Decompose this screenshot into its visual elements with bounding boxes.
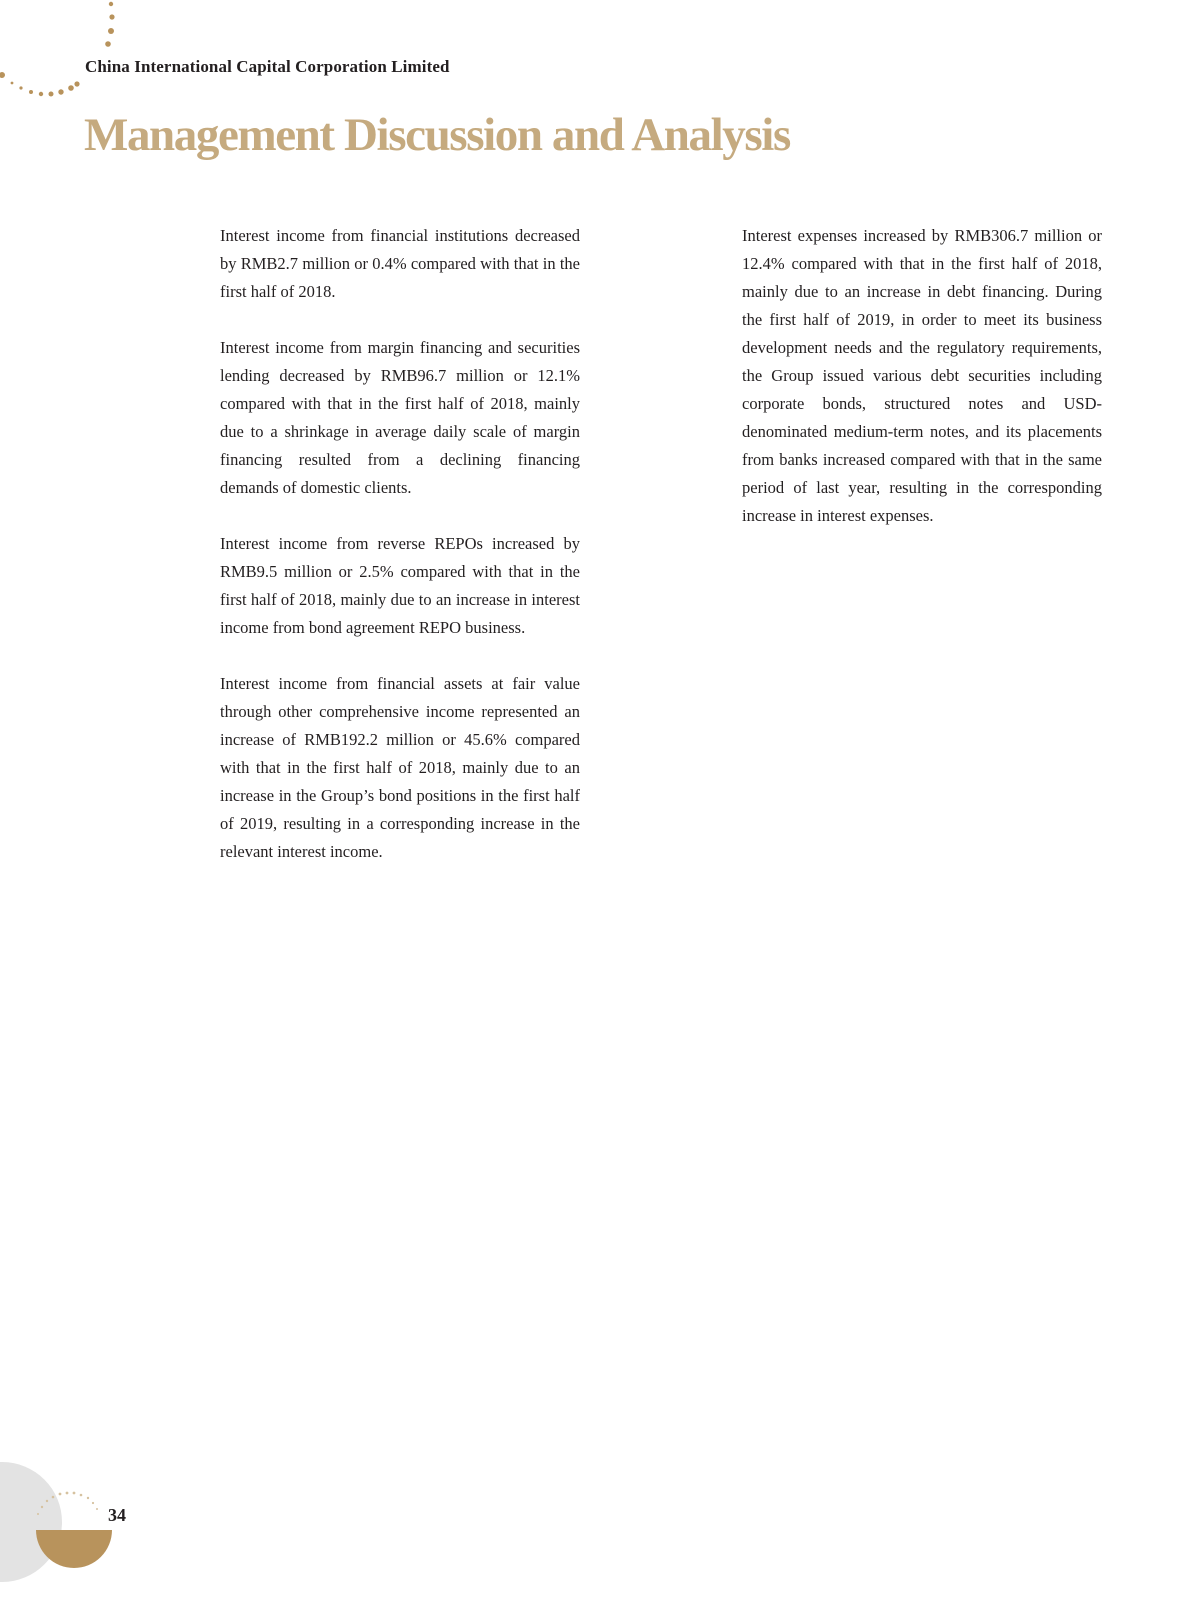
- left-column: [220, 222, 580, 894]
- half-circle-decoration: [0, 1460, 140, 1615]
- company-name: China International Capital Corporation Limited: [85, 57, 450, 76]
- paragraph: Interest income from reverse REPOs increased by RMB9.5 million or 2.5% compared with that in the first half of 2018, mainly due to an increase in interest income from bond agreement REPO business.: [220, 534, 580, 637]
- page-number: 34: [108, 1505, 126, 1525]
- paragraph: Interest income from financial institutions decreased by RMB2.7 million or 0.4% compared with that in the first half of 2018.: [220, 226, 580, 301]
- paragraph: Interest expenses increased by RMB306.7 million or 12.4% compared with that in the first half of 2018, mainly due to an increase in debt financing. During the first half of 2019, in order to meet its business development needs and the regulatory requirements, the Group issued various debt securities including corporate bonds, structured notes and USD-denominated medium-term notes, and its placements from banks increased compared with that in the same period of last year, resulting in the corresponding increase in interest expenses.: [742, 226, 1102, 525]
- paragraph: Interest income from financial assets at fair value through other comprehensive income represented an increase of RMB192.2 million or 45.6% compared with that in the first half of 2018, mainly due to an increase in the Group’s bond positions in the first half of 2019, resulting in a corresponding increase in the relevant interest income.: [220, 674, 580, 861]
- right-column: [742, 222, 1102, 558]
- dotted-arc-decoration: [0, 0, 130, 110]
- paragraph: Interest income from margin financing and securities lending decreased by RMB96.7 million or 12.1% compared with that in the first half of 2018, mainly due to a shrinkage in average daily scale of margin financing resulted from a declining financing demands of domestic clients.: [220, 338, 580, 497]
- page-title: Management Discussion and Analysis: [84, 109, 790, 161]
